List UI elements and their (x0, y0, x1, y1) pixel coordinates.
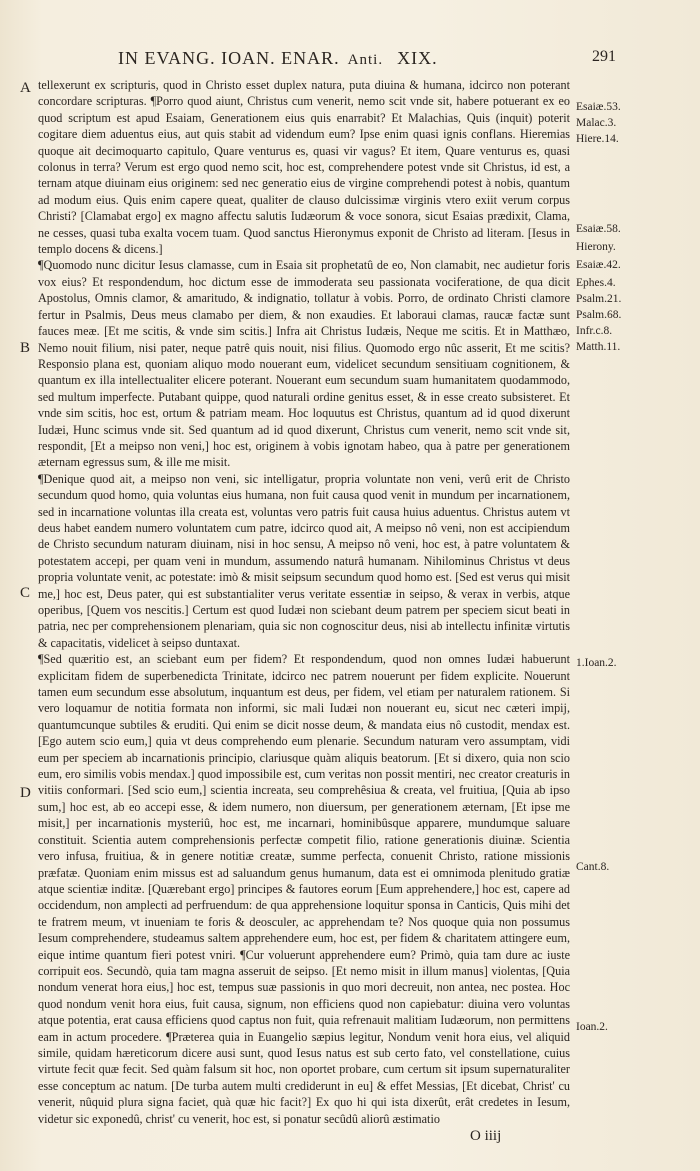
margin-note: Hiere.14. (576, 133, 619, 145)
paragraph: tellexerunt ex scripturis, quod in Christo esset duplex natura, puta diuina & humana, idcirco non poterant concordare scripturas. ¶Porro quod aiunt, Christus cum venerit, nemo scit vnde sit, habere potuerant ex eo quod scriptum est apud Esaiam, Generationem eius quis enarrabit? Et Malachias, Quis (inquit) poterit cogitare diem aduentus eius, aut quis stabit ad videndum eum? Ipse enim quasi ignis conflans. Hieremias quoque ait decimoquarto capitulo, Quare venturus es, quasi vir vagus? Et item, Quare venturus es, quasi colonus in terra? Verum est ergo quod nemo scit, hoc est, comprehendere potest vnde sit Christus, id est, a ternam atque diuinam eius originem: sed nec generatio eius de virgine comprehendi potest à nobis, quantum ad modum eius. Quis enim capere queat, qualiter de clauso dulcissimæ virginis vtero exiit verum corpus Christi? [Clamabat ergo] ex magno affectu salutis Iudæorum & voce sonora, sicut Esaias prædixit, Clama, ne cesses, quasi tuba exalta vocem tuam. Quod sanctus Hieronymus exponit de Christo ad literam. [Iesus in templo docens & dicens.] (38, 78, 570, 257)
signature-mark: O iiij (470, 1128, 502, 1144)
section-letter-c: C (20, 585, 31, 601)
margin-note: Psalm.21. (576, 293, 622, 305)
margin-note: Ioan.2. (576, 1021, 608, 1033)
section-letter-a: A (20, 80, 31, 96)
margin-note: Ephes.4. (576, 277, 616, 289)
section-letter-b: B (20, 340, 31, 356)
margin-note: Matth.11. (576, 341, 621, 353)
body-text (38, 77, 570, 1127)
margin-note: 1.Ioan.2. (576, 657, 617, 669)
section-letter-d: D (20, 785, 31, 801)
running-head (118, 48, 588, 69)
running-head-title: IN EVANG. IOAN. ENAR. (118, 48, 340, 68)
margin-note: Cant.8. (576, 861, 610, 873)
running-head-author: Anti. (347, 52, 384, 68)
running-head-chapter: XIX. (397, 48, 438, 68)
paragraph: ¶Denique quod ait, a meipso non veni, sic intelligatur, propria voluntate non veni, verû erit de Christo secundum quod homo, quia voluntas eius humana, non fuit causa quod venit in mundum per incarnationem, sed in incarnatione voluntas illa creata est, voluntas vero patris fuit causa huius aduentus. Christus autem vt deus habet eandem numero voluntatem cum patre, idcirco quod ait, A meipso nô veni, non est accipiendum de Christo secundum naturam diuinam, nisi in hoc sensu, A meipso nô veni, hoc est, à patre voluntatem & potestatem accepi, per quam veni in mundum, assumendo naturâ humanam. Nihilominus Christus vt deus propria voluntate venit, ac potestate: imò & misit seipsum secundum quod homo est. [Sed est verus qui misit me,] hoc est, Deus pater, qui est substantialiter verus veritate essentiæ in seipso, & verax in verbis, atque operibus, [Quem vos nescitis.] Certum est quod Iudæi non sciebant deum patrem per speciem sicut beati in patria, nec per comprehensionem plenariam, quia sic non cognoscitur deus, nisi ab intellectu infinitæ virtutis & capacitatis, videlicet à seipso duntaxat. (38, 471, 570, 650)
margin-note: Hierony. (576, 241, 616, 253)
margin-note: Psalm.68. (576, 309, 622, 321)
paragraph: ¶Quomodo nunc dicitur Iesus clamasse, cum in Esaia sit prophetatû de eo, Non clamabit, nec audietur foris vox eius? Et respondendum, hoc dictum esse de immoderata seu passionata vociferatione, de qua dicit Apostolus, Omnis clamor, & amaritudo, & indignatio, tollatur à vobis. Porro, de ordinato Christi clamore fertur in Psalmis, Deus meus clamabo per diem, & non exaudies. Et laboraui clamas, raucæ factæ sunt fauces meæ. [Et me scitis, & vnde sim scitis.] Infra ait Christus Iudæis, Neque me scitis. Et in Matthæo, Nemo nouit filium, nisi pater, neque patrê quis nouit, nisi filius. Quomodo ergo nûc asserit, Et me scitis? Responsio plana est, quoniam aliquo modo nouerant eum, videlicet secundum sensitiuam cognitionem, & quantum ex illa intellectualiter elicere poterant. Nouerant eum secundum suam humanitatem quodammodo, sed multum imperfecte. Putabant quippe, quod naturali ordine genitus esset, & in esse creato subsisteret. Et vnde sim scitis, hoc est, ortum & patriam meam. Hoc loquutus est Christus, quantum ad id quod dixerunt Iudæi, Hunc scimus vnde sit. Sed quantum ad id quod dixerunt, Christus cum venerit, nemo scit vnde sit, respondit, [Et a meipso non veni,] hoc est, originem à vobis ignotam habeo, qua à patre per generationem æternam egressus sum, & ille me misit. (38, 258, 570, 470)
margin-note: Malac.3. (576, 117, 617, 129)
margin-note: Esaiæ.58. (576, 223, 621, 235)
margin-note: Esaiæ.42. (576, 259, 621, 271)
page-number: 291 (592, 48, 616, 65)
paragraph: ¶Sed quæritio est, an sciebant eum per fidem? Et respondendum, quod non omnes Iudæi habuerunt explicitam fidem de superbenedicta Trinitate, idcirco nec patrem nouerunt per fidem explicite. Nouerunt tamen eum secundum esse absolutum, inquantum est deus, per fidem, vel etiam per naturalem rationem. Si vero loquamur de notitia formata non informi, sic mali Iudæi non nouerant eu, sicut nec cæteri impij, quantumcunque subtiles & eruditi. Qui enim se dicit nosse deum, & mandata eius nô custodit, mendax est. [Ego autem scio eum,] quia vt deus comprehendo eum plenarie. Secundum naturam vero assumptam, vidi eum per speciem ab incarnationis principio, clariusque quàm aliquis beatorum. [Et si dixero, quia non scio eum, ero similis vobis mendax.] quod impossibile est, cum veritas non possit mentiri, nec creator creaturis in vitiis conformari. [Sed scio eum,] scientia increata, seu comprehêsiua & creata, vel fruitiua, [Quia ab ipso sum,] hoc est, ab eo accepi esse, & idem numero, non diuersum, per generationem æternam, [Et ipse me misit,] per incarnationis mysteriû, hoc est, me incarnari, hominibûsque apparere, mundumque saluare constituit. Scientia autem comprehensionis perfectæ competit filio, ratione generationis diuinæ. Scientia vero infusa, fruitiua, & in genere notitiæ creatæ, summe perfecta, conuenit Christo, ratione missionis præfatæ. Quoniam enim missus est ad saluandum genus humanum, data est ei omnimoda plenitudo gratiæ atque scientiæ inditæ. [Quærebant ergo] principes & fautores eorum [Eum apprehendere,] hoc est, capere ad occidendum, non amplecti ad perfruendum: de qua apprehensione loquitur sponsa in Canticis, Quis mihi det te fratrem meum, vt inueniam te foris & deosculer, ac apprehendam te? Nos quoque quia non possumus Iesum comprehendere, studeamus saltem apprehendere eum, hoc est, per fidem & charitatem attingere eum, eique intime quantum fieri potest vniri. ¶Cur voluerunt apprehendere eum? Primò, quia tam dure ac iuste corripuit eos. Secundò, quia tam magna asseruit de seipso. [Et nemo misit in illum manus] violentas, [Quia nondum venerat hora eius,] hoc est, tempus suæ passionis in quo mori decreuit, non antea, nec postea. Hoc quod nondum venit hora eius, fuit causa, signum, non efficiens quod non capiebatur: diuina vero voluntas atque potentia, erat causa efficiens quod captus non fuit, quia refrenauit malitiam Iudæorum, non permittens eam in actum procedere. ¶Præterea quia in Euangelio sæpius legitur, Nondum venit hora eius, vel aliquid simile, quidam hæreticorum dicere ausi sunt, quod Iesus natus est sub certo fato, vel constellatione, cuius virtute fecit quæ fecit. Sed quàm falsum sit hoc, non oportet probare, cum certum sit ipsum supernaturaliter esse conceptum ac natum. [De turba autem multi crediderunt in eu] & effet Messias, [Et dicebat, Christ' cu venerit, nûquid plura signa faciet, quà quæ hic facit?] Ex quo hi qui ista dixerût, erât credetes in Iesum, videtur sic exponedû, christ' cu venerit, hoc est, si ponatur secûdû aliorû æstimatio (38, 652, 570, 1126)
margin-note: Esaiæ.53. (576, 101, 621, 113)
margin-note: Infr.c.8. (576, 325, 613, 337)
